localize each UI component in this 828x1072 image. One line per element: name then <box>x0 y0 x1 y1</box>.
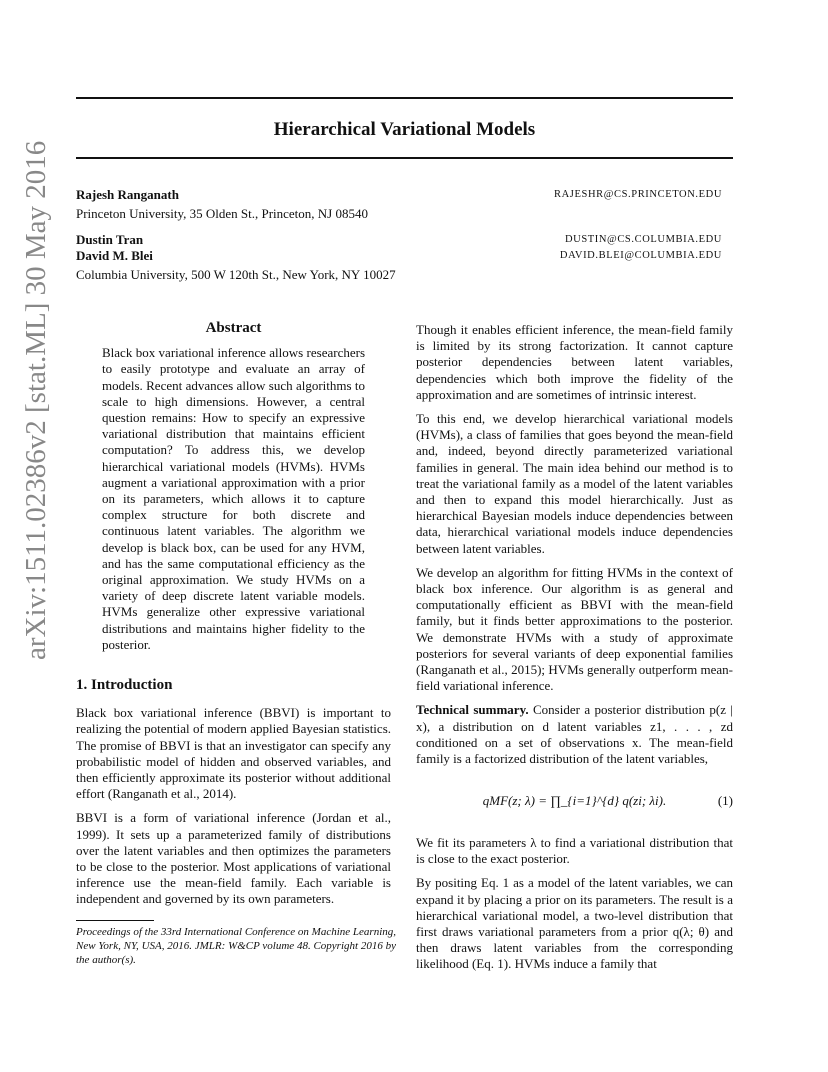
introduction-block <box>76 677 391 916</box>
intro-paragraph-2: BBVI is a form of variational inference (Jordan et al., 1999). It sets up a parameterized family of distributions over the latent variables and then optimizes the parameters to be close to the posterior. Most applications of variational inference use the mean-field family. Each variable is independent and governed by its own parameters. <box>76 810 391 907</box>
equation-1-body: qMF(z; λ) = ∏_{i=1}^{d} q(zi; λi). <box>482 793 667 808</box>
top-rule <box>76 97 733 99</box>
abstract-text: Black box variational inference allows researchers to easily prototype and evaluate an array of models. Recent advances allow such algorithms to scale to high dimensions. However, a central question remains: How to specify an expressive variational distribution that maintains efficient computation? To address this, we develop hierarchical variational models (HVMs). HVMs augment a variational approximation with a prior on its parameters, which allows it to capture complex structure for both discrete and continuous latent variables. The algorithm we develop is black box, can be used for any HVM, and has the same computational efficiency as the original approximation. We study HVMs on a variety of deep discrete latent variable models. HVMs generalize other expressive variational distributions and maintains higher fidelity to the posterior. <box>102 345 365 652</box>
affiliation-1: Princeton University, 35 Olden St., Princeton, NJ 08540 <box>76 206 368 221</box>
right-paragraph-1: Though it enables efficient inference, the mean-field family is limited by its strong factorization. It cannot capture posterior dependencies between latent variables, dependencies which both improve the fidelity of the approximation and are sometimes of intrinsic interest. <box>416 322 733 402</box>
footnote-block <box>76 920 396 967</box>
right-paragraph-2: To this end, we develop hierarchical variational models (HVMs), a class of families that goes beyond the mean-field and, indeed, beyond directly parameterized variational families in general. The main idea behind our method is to treat the variational family as a model of the latent variables and then to expand this model hierarchically. Just as hierarchical Bayesian models induce dependencies between data, hierarchical variational models induce dependencies between latent variables. <box>416 411 733 556</box>
right-paragraph-3: We develop an algorithm for fitting HVMs in the context of black box inference. Our algorithm is as general and computationally efficient as BBVI with the mean-field family, but it finds better approximations to the posterior. We demonstrate HVMs with a study of approximate posteriors for several variants of deep exponential families (Ranganath et al., 2015); HVMs generally outperform mean-field variational inference. <box>416 564 733 694</box>
footnote-rule <box>76 920 154 921</box>
author-3-name: David M. Blei <box>76 248 153 263</box>
technical-summary-text: Consider a posterior distribution p(z | x), a distribution on d latent variables z1, . . . , zd conditioned on a set of observations x. The mean-field family is a factorized distribution of the latent variables, <box>416 702 733 767</box>
intro-paragraph-1: Black box variational inference (BBVI) is important to realizing the potential of modern applied Bayesian statistics. The promise of BBVI is that an investigator can specify any probabilistic model of hidden and observed variables, and then efficiently approximate its posterior without additional effort (Ranganath et al., 2014). <box>76 705 391 802</box>
right-paragraph-4 <box>416 702 733 767</box>
equation-1 <box>416 793 733 809</box>
author-2-name: Dustin Tran <box>76 232 144 247</box>
footnote-text: Proceedings of the 33rd International Conference on Machine Learning, New York, NY, USA, 2016. JMLR: W&CP volume 48. Copyright 2016 by the author(s). <box>76 926 396 966</box>
technical-summary-lead: Technical summary. <box>416 702 529 718</box>
right-column <box>416 322 733 775</box>
arxiv-id: arXiv:1511.02386v2 [stat.ML] 30 May 2016 <box>20 140 52 660</box>
equation-1-number: (1) <box>717 793 733 808</box>
affiliation-2: Columbia University, 500 W 120th St., New York, NY 10027 <box>76 267 396 282</box>
abstract-heading: Abstract <box>205 320 262 336</box>
right-column-lower <box>416 835 733 981</box>
paper-title: Hierarchical Variational Models <box>273 119 536 140</box>
author-2-email: DUSTIN@CS.COLUMBIA.EDU <box>564 234 722 245</box>
title-bottom-rule <box>76 157 733 159</box>
abstract-block <box>102 320 365 661</box>
right-paragraph-6: By positing Eq. 1 as a model of the latent variables, we can expand it by placing a prior on its parameters. The result is a hierarchical variational model, a two-level distribution that first draws variational parameters from a prior q(λ; θ) and then draws latent variables from the corresponding likelihood (Eq. 1). HVMs induce a family that <box>416 875 733 972</box>
author-1-email: RAJESHR@CS.PRINCETON.EDU <box>554 189 722 200</box>
right-paragraph-5: We fit its parameters λ to find a variational distribution that is close to the exact posterior. <box>416 835 733 867</box>
author-3-email: DAVID.BLEI@COLUMBIA.EDU <box>559 250 722 261</box>
author-1-name: Rajesh Ranganath <box>76 187 179 202</box>
intro-heading: 1. Introduction <box>76 677 173 693</box>
